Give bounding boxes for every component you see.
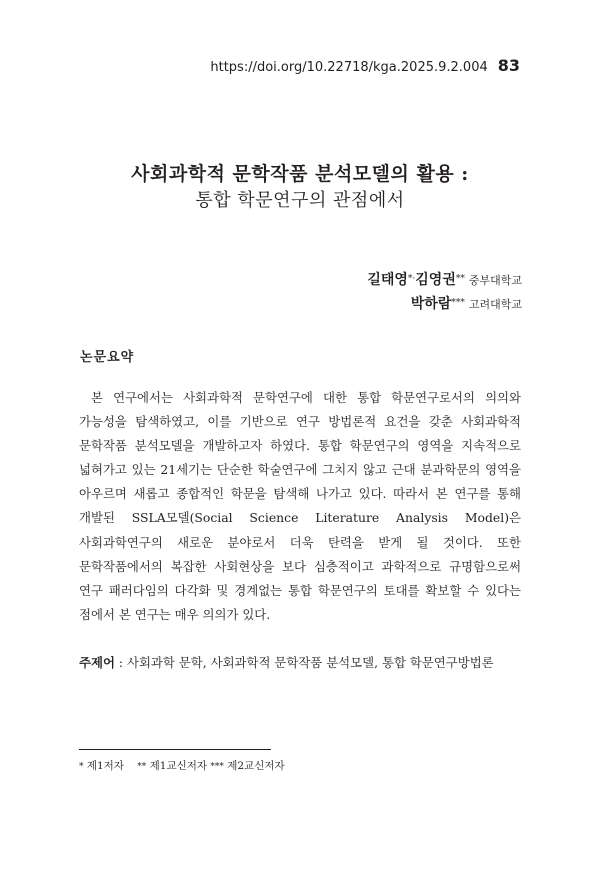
footnote-mark: **: [137, 762, 147, 772]
author-name: 김영권: [415, 272, 456, 288]
footnote-text: 제1교신저자: [149, 760, 208, 772]
author-affiliation: 고려대학교: [468, 298, 522, 311]
author-mark: **: [455, 274, 465, 284]
keywords-separator: :: [114, 655, 127, 670]
footnote-divider: [79, 749, 271, 750]
paper-title: [0, 160, 600, 214]
page-header: [210, 56, 520, 75]
author-name: 길태영: [367, 272, 408, 288]
footnote: [79, 758, 285, 775]
author-list: [367, 268, 522, 316]
author-line-1: [367, 268, 522, 292]
title-main: 사회과학적 문학작품 분석모델의 활용 :: [131, 163, 469, 185]
footnote-mark: ***: [210, 762, 224, 772]
author-line-2: [367, 292, 522, 316]
author-mark: ***: [451, 298, 465, 308]
author-name: 박하람: [410, 296, 452, 312]
footnote-text: 제1저자: [86, 760, 124, 772]
keywords-label: 주제어: [79, 655, 115, 670]
title-subtitle: 통합 학문연구의 관점에서: [195, 190, 405, 211]
footnote-text: 제2교신저자: [227, 760, 285, 772]
author-mark: *·: [407, 274, 416, 284]
keywords: [79, 652, 521, 674]
abstract-heading: 논문요약: [80, 350, 135, 365]
footnote-mark: *: [79, 762, 84, 772]
author-affiliation: 중부대학교: [468, 274, 522, 287]
doi-link[interactable]: https://doi.org/10.22718/kga.2025.9.2.004: [210, 60, 488, 75]
keywords-text: 사회과학 문학, 사회과학적 문학작품 분석모델, 통합 학문연구방법론: [126, 655, 494, 670]
abstract-body: 본 연구에서는 사회과학적 문학연구에 대한 통합 학문연구로서의 의의와 가능성을 탐색하였고, 이를 기반으로 연구 방법론적 요건을 갖춘 사회과학적 문학작품 분석모델을 개발하고자 하였다. 통합 학문연구의 영역을 지속적으로 넓혀가고 있는 21세기는 단순한 학술연구에 그치지 않고 근대 분과학문의 영역을 아우르며 새롭고 종합적인 학문을 탐색해 나가고 있다. 따라서 본 연구를 통해 개발된 SSLA모델(Social Science Literature Analysis Model)은 사회과학연구의 새로운 분야로서 더욱 탄력을 받게 될 것이다. 또한 문학작품에서의 복잡한 사회현상을 보다 심층적이고 과학적으로 규명함으로써 연구 패러다임의 다각화 및 경계없는 통합 학문연구의 토대를 확보할 수 있다는 점에서 본 연구는 매우 의의가 있다.: [79, 390, 521, 622]
page-number: 83: [497, 56, 520, 75]
